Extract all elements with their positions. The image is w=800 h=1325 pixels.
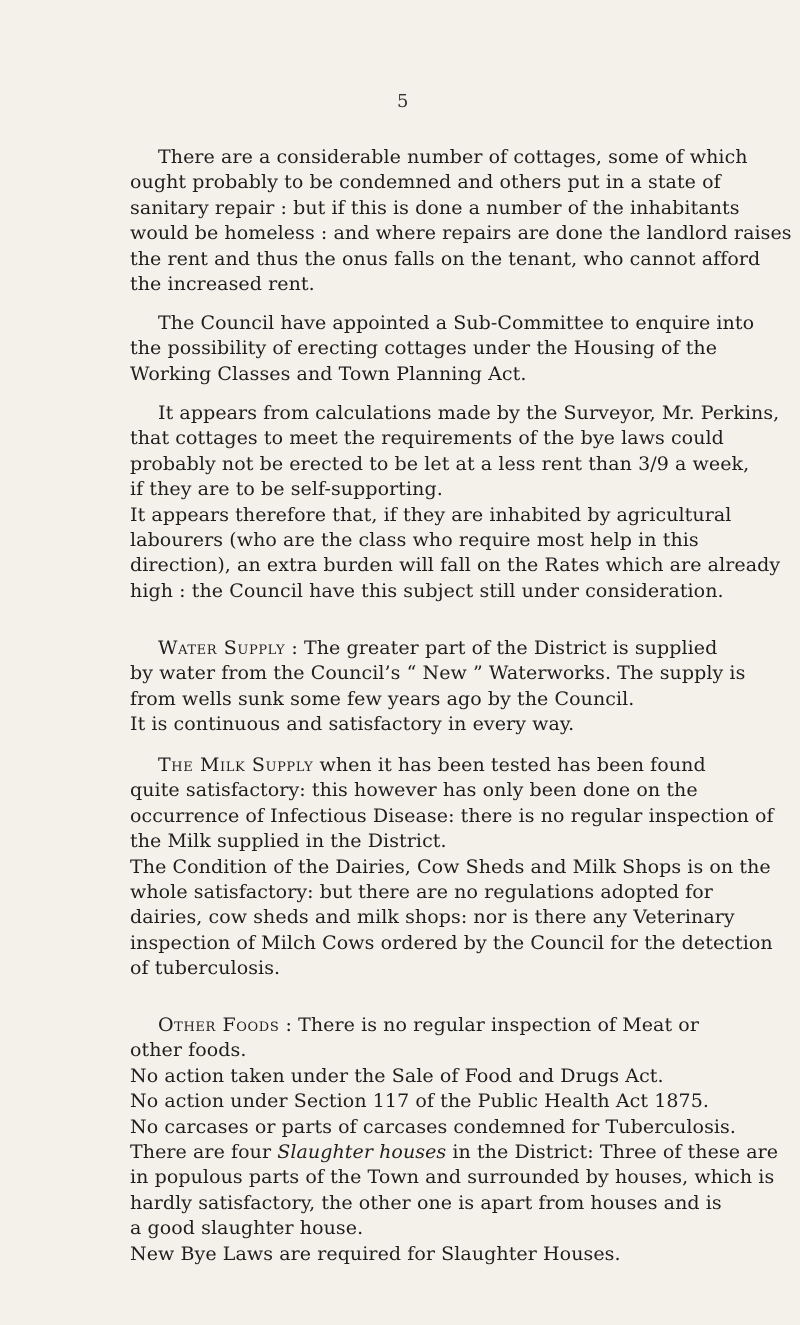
page-number: 5: [397, 91, 409, 112]
text-line: No action under Section 117 of the Public Health Act 1875.: [130, 1090, 710, 1113]
italic-text: Slaughter houses: [277, 1141, 447, 1164]
text-fragment: There are four: [130, 1141, 272, 1164]
text-line: the possibility of erecting cottages under the Housing of the: [130, 337, 718, 360]
text-fragment: when it has been tested has been found: [319, 754, 706, 776]
paragraph-cottages: [130, 145, 792, 297]
text-line: inspection of Milch Cows ordered by the Council for the detection: [130, 931, 773, 954]
text-line: ought probably to be condemned and others put in a state of: [130, 171, 721, 194]
section-heading: Water Supply: [158, 637, 286, 659]
text-line: the Milk supplied in the District.: [130, 830, 447, 853]
text-fragment: : There is no regular inspection of Meat or: [285, 1014, 699, 1036]
text-line: It appears therefore that, if they are inhabited by agricultural: [130, 503, 732, 526]
text-line: dairies, cow sheds and milk shops: nor is there any Veterinary: [130, 906, 735, 929]
text-line: from wells sunk some few years ago by the Council.: [130, 687, 635, 710]
text-line: New Bye Laws are required for Slaughter Houses.: [130, 1242, 621, 1265]
text-line: There are a considerable number of cottages, some of which: [158, 146, 748, 168]
text-line: probably not be erected to be let at a less rent than 3/9 a week,: [130, 452, 750, 475]
text-line: that cottages to meet the requirements of the bye laws could: [130, 427, 724, 450]
text-line: by water from the Council’s “ New ” Waterworks. The supply is: [130, 662, 746, 685]
text-line: hardly satisfactory, the other one is apart from houses and is: [130, 1191, 722, 1214]
text-line: [130, 753, 706, 778]
text-line: It appears from calculations made by the Surveyor, Mr. Perkins,: [158, 402, 780, 424]
text-line: the increased rent.: [130, 273, 315, 296]
text-line: whole satisfactory: but there are no regulations adopted for: [130, 881, 713, 904]
text-line: No carcases or parts of carcases condemned for Tuberculosis.: [130, 1115, 737, 1138]
text-line: quite satisfactory: this however has only been done on the: [130, 779, 698, 802]
text-line: The Condition of the Dairies, Cow Sheds and Milk Shops is on the: [130, 855, 771, 878]
text-line: labourers (who are the class who require most help in this: [130, 529, 699, 552]
text-line: other foods.: [130, 1039, 247, 1062]
text-line: would be homeless : and where repairs are done the landlord raises: [130, 222, 792, 245]
text-line: of tuberculosis.: [130, 957, 281, 980]
text-line: the rent and thus the onus falls on the tenant, who cannot afford: [130, 247, 761, 270]
section-heading: The Milk Supply: [158, 754, 314, 776]
text-fragment: : The greater part of the District is supplied: [291, 637, 718, 659]
section-heading: Other Foods: [158, 1014, 280, 1036]
text-line: in populous parts of the Town and surrounded by houses, which is: [130, 1166, 775, 1189]
paragraph-surveyor: [130, 401, 781, 604]
text-line: if they are to be self-supporting.: [130, 478, 443, 501]
text-line: a good slaughter house.: [130, 1217, 364, 1240]
text-line: [130, 636, 718, 661]
text-fragment: in the District: Three of these are: [452, 1141, 779, 1164]
paragraph-other-foods: [130, 1013, 779, 1267]
paragraph-water-supply: [130, 636, 746, 738]
text-line: No action taken under the Sale of Food and Drugs Act.: [130, 1064, 664, 1087]
text-line: high : the Council have this subject still under consideration.: [130, 579, 724, 602]
text-line: sanitary repair : but if this is done a number of the inhabitants: [130, 196, 740, 219]
text-line: occurrence of Infectious Disease: there is no regular inspection of: [130, 804, 774, 827]
text-line: direction), an extra burden will fall on the Rates which are already: [130, 554, 781, 577]
paragraph-milk-supply: [130, 753, 774, 982]
text-line: Working Classes and Town Planning Act.: [130, 362, 527, 385]
text-line: The Council have appointed a Sub-Committee to enquire into: [158, 312, 755, 334]
paragraph-sub-committee: [130, 311, 755, 387]
text-line: [130, 1013, 699, 1038]
text-line: It is continuous and satisfactory in every way.: [130, 713, 575, 736]
text-line: [130, 1140, 779, 1165]
